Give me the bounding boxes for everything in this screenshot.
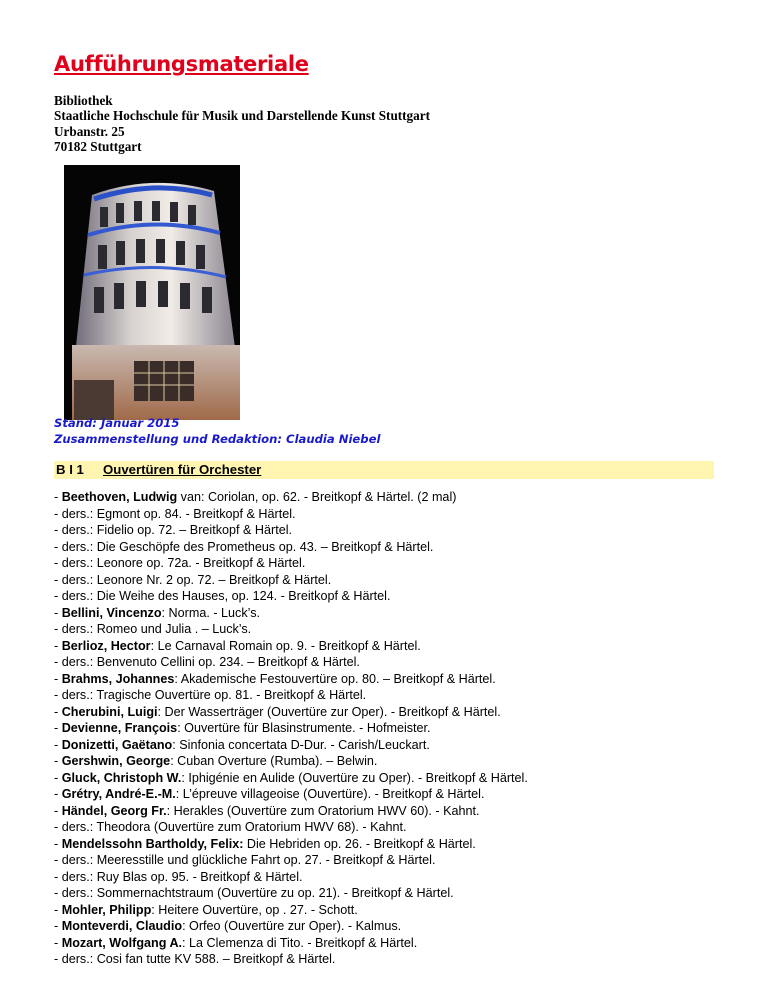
entry-text: ders.: Die Geschöpfe des Prometheus op. 43. – Breitkopf & Härtel.: [61, 539, 434, 554]
entry-bullet: -: [54, 737, 62, 752]
entry-text: : Norma. - Luck’s.: [161, 605, 260, 620]
catalog-entry: [54, 687, 528, 704]
entry-text: : Iphigénie en Aulide (Ouvertüre zu Oper). - Breitkopf & Härtel.: [181, 770, 528, 785]
catalog-entry: [54, 918, 528, 935]
catalog-entry: [54, 885, 528, 902]
entry-bullet: -: [54, 556, 62, 570]
entry-text: ders.: Meeresstille und glückliche Fahrt op. 27. - Breitkopf & Härtel.: [61, 853, 436, 867]
catalog-entry: [54, 522, 528, 539]
entry-text: : Herakles (Ouvertüre zum Oratorium HWV 60). - Kahnt.: [166, 803, 480, 818]
entry-composer: Mendelssohn Bartholdy, Felix:: [61, 836, 244, 851]
entry-bullet: -: [54, 952, 62, 966]
entry-composer: Cherubini, Luigi: [61, 704, 158, 719]
entry-bullet: -: [54, 869, 62, 884]
tower-photo: [64, 165, 240, 420]
entry-text: ders.: Theodora (Ouvertüre zum Oratorium HWV 68). - Kahnt.: [61, 820, 407, 834]
address-line: Urbanstr. 25: [54, 123, 125, 139]
entry-text: ders.: Romeo und Julia . – Luck’s.: [61, 622, 252, 636]
entry-composer: Mohler, Philipp: [61, 902, 152, 917]
entry-bullet: -: [54, 655, 62, 669]
entry-composer: Händel, Georg Fr.: [61, 803, 167, 818]
entry-bullet: -: [54, 770, 62, 785]
catalog-entry: [54, 786, 528, 803]
entry-bullet: -: [54, 523, 62, 537]
entry-composer: Gershwin, George: [61, 754, 171, 768]
entry-composer: Monteverdi, Claudio: [61, 919, 183, 933]
library-address: [54, 93, 430, 154]
entry-composer: Brahms, Johannes: [61, 671, 175, 686]
document-title: Aufführungsmateriale: [54, 52, 309, 76]
entry-text: ders.: Leonore op. 72a. - Breitkopf & Härtel.: [61, 556, 306, 570]
catalog-entry: [54, 555, 528, 572]
catalog-entry: [54, 638, 528, 655]
entry-text: ders.: Fidelio op. 72. – Breitkopf & Härtel.: [61, 523, 293, 537]
address-line: 70182 Stuttgart: [54, 138, 142, 154]
catalog-entry: [54, 770, 528, 787]
catalog-entry: [54, 588, 528, 605]
section-title: Ouvertüren für Orchester: [103, 462, 262, 477]
entry-text: : Ouvertüre für Blasinstrumente. - Hofmeister.: [177, 721, 431, 735]
entry-composer: Berlioz, Hector: [61, 638, 151, 653]
entry-composer: Grétry, André-E.-M.: [61, 787, 176, 801]
catalog-entry: [54, 869, 528, 886]
catalog-entry: [54, 621, 528, 638]
entry-composer: Gluck, Christoph W.: [61, 770, 182, 785]
entry-text: : Sinfonia concertata D-Dur. - Carish/Leuckart.: [172, 737, 430, 752]
entry-text: van: Coriolan, op. 62. - Breitkopf & Härtel. (2 mal): [177, 490, 457, 504]
catalog-entry: [54, 852, 528, 869]
catalog-entry: [54, 902, 528, 919]
entry-text: : L’épreuve villageoise (Ouvertüre). - Breitkopf & Härtel.: [175, 787, 485, 801]
entry-bullet: -: [54, 572, 62, 587]
entry-text: : Der Wasserträger (Ouvertüre zur Oper). - Breitkopf & Härtel.: [157, 704, 501, 719]
entry-text: ders.: Leonore Nr. 2 op. 72. – Breitkopf & Härtel.: [61, 572, 332, 587]
catalog-entry: [54, 951, 528, 968]
entry-bullet: -: [54, 589, 62, 603]
entry-composer: Donizetti, Gaëtano: [61, 737, 173, 752]
entry-bullet: -: [54, 506, 62, 521]
catalog-entry: [54, 819, 528, 836]
edition-editor: Zusammenstellung und Redaktion: Claudia Niebel: [54, 431, 381, 446]
entry-bullet: -: [54, 638, 62, 653]
catalog-entry: [54, 803, 528, 820]
entry-bullet: -: [54, 539, 62, 554]
catalog-entry: [54, 506, 528, 523]
edition-info: [54, 416, 380, 447]
entry-text: : Akademische Festouvertüre op. 80. – Breitkopf & Härtel.: [174, 671, 496, 686]
catalog-entry: [54, 836, 528, 853]
entry-bullet: -: [54, 886, 62, 900]
entry-composer: Devienne, François: [61, 721, 178, 735]
catalog-entry: [54, 720, 528, 737]
entry-bullet: -: [54, 490, 62, 504]
entry-text: : Cuban Overture (Rumba). – Belwin.: [170, 754, 378, 768]
catalog-entry: [54, 489, 528, 506]
entry-list: [54, 489, 528, 968]
entry-text: : La Clemenza di Tito. - Breitkopf & Härtel.: [182, 935, 418, 950]
entry-bullet: -: [54, 902, 62, 917]
entry-bullet: -: [54, 721, 62, 735]
entry-bullet: -: [54, 688, 62, 702]
entry-text: : Le Carnaval Romain op. 9. - Breitkopf & Härtel.: [150, 638, 421, 653]
entry-text: ders.: Ruy Blas op. 95. - Breitkopf & Härtel.: [61, 869, 303, 884]
entry-bullet: -: [54, 704, 62, 719]
catalog-entry: [54, 704, 528, 721]
entry-bullet: -: [54, 853, 62, 867]
entry-text: ders.: Tragische Ouvertüre op. 81. - Breitkopf & Härtel.: [61, 688, 367, 702]
entry-bullet: -: [54, 622, 62, 636]
catalog-entry: [54, 539, 528, 556]
entry-bullet: -: [54, 919, 62, 933]
entry-bullet: -: [54, 605, 62, 620]
entry-bullet: -: [54, 935, 62, 950]
catalog-entry: [54, 737, 528, 754]
entry-bullet: -: [54, 803, 62, 818]
entry-text: ders.: Benvenuto Cellini op. 234. – Breitkopf & Härtel.: [61, 655, 360, 669]
entry-composer: Bellini, Vincenzo: [61, 605, 162, 620]
entry-text: Die Hebriden op. 26. - Breitkopf & Härtel.: [243, 836, 476, 851]
address-line: Bibliothek: [54, 93, 113, 108]
entry-text: ders.: Cosi fan tutte KV 588. – Breitkopf & Härtel.: [61, 952, 336, 966]
entry-bullet: -: [54, 820, 62, 834]
catalog-entry: [54, 605, 528, 622]
catalog-entry: [54, 753, 528, 770]
section-heading: [54, 461, 714, 479]
entry-composer: Mozart, Wolfgang A.: [61, 935, 183, 950]
entry-bullet: -: [54, 671, 62, 686]
catalog-entry: [54, 654, 528, 671]
entry-text: : Orfeo (Ouvertüre zur Oper). - Kalmus.: [182, 919, 402, 933]
catalog-entry: [54, 935, 528, 952]
catalog-entry: [54, 671, 528, 688]
section-code: B I 1: [56, 462, 84, 477]
entry-text: ders.: Egmont op. 84. - Breitkopf & Härtel.: [61, 506, 296, 521]
entry-bullet: -: [54, 787, 62, 801]
address-line: Staatliche Hochschule für Musik und Darstellende Kunst Stuttgart: [54, 108, 430, 124]
catalog-entry: [54, 572, 528, 589]
entry-bullet: -: [54, 836, 62, 851]
entry-text: : Heitere Ouvertüre, op . 27. - Schott.: [151, 902, 358, 917]
entry-text: ders.: Sommernachtstraum (Ouvertüre zu op. 21). - Breitkopf & Härtel.: [61, 886, 454, 900]
entry-composer: Beethoven, Ludwig: [61, 490, 178, 504]
entry-text: ders.: Die Weihe des Hauses, op. 124. - Breitkopf & Härtel.: [61, 589, 391, 603]
edition-date: Stand: Januar 2015: [54, 416, 180, 430]
entry-bullet: -: [54, 754, 62, 768]
